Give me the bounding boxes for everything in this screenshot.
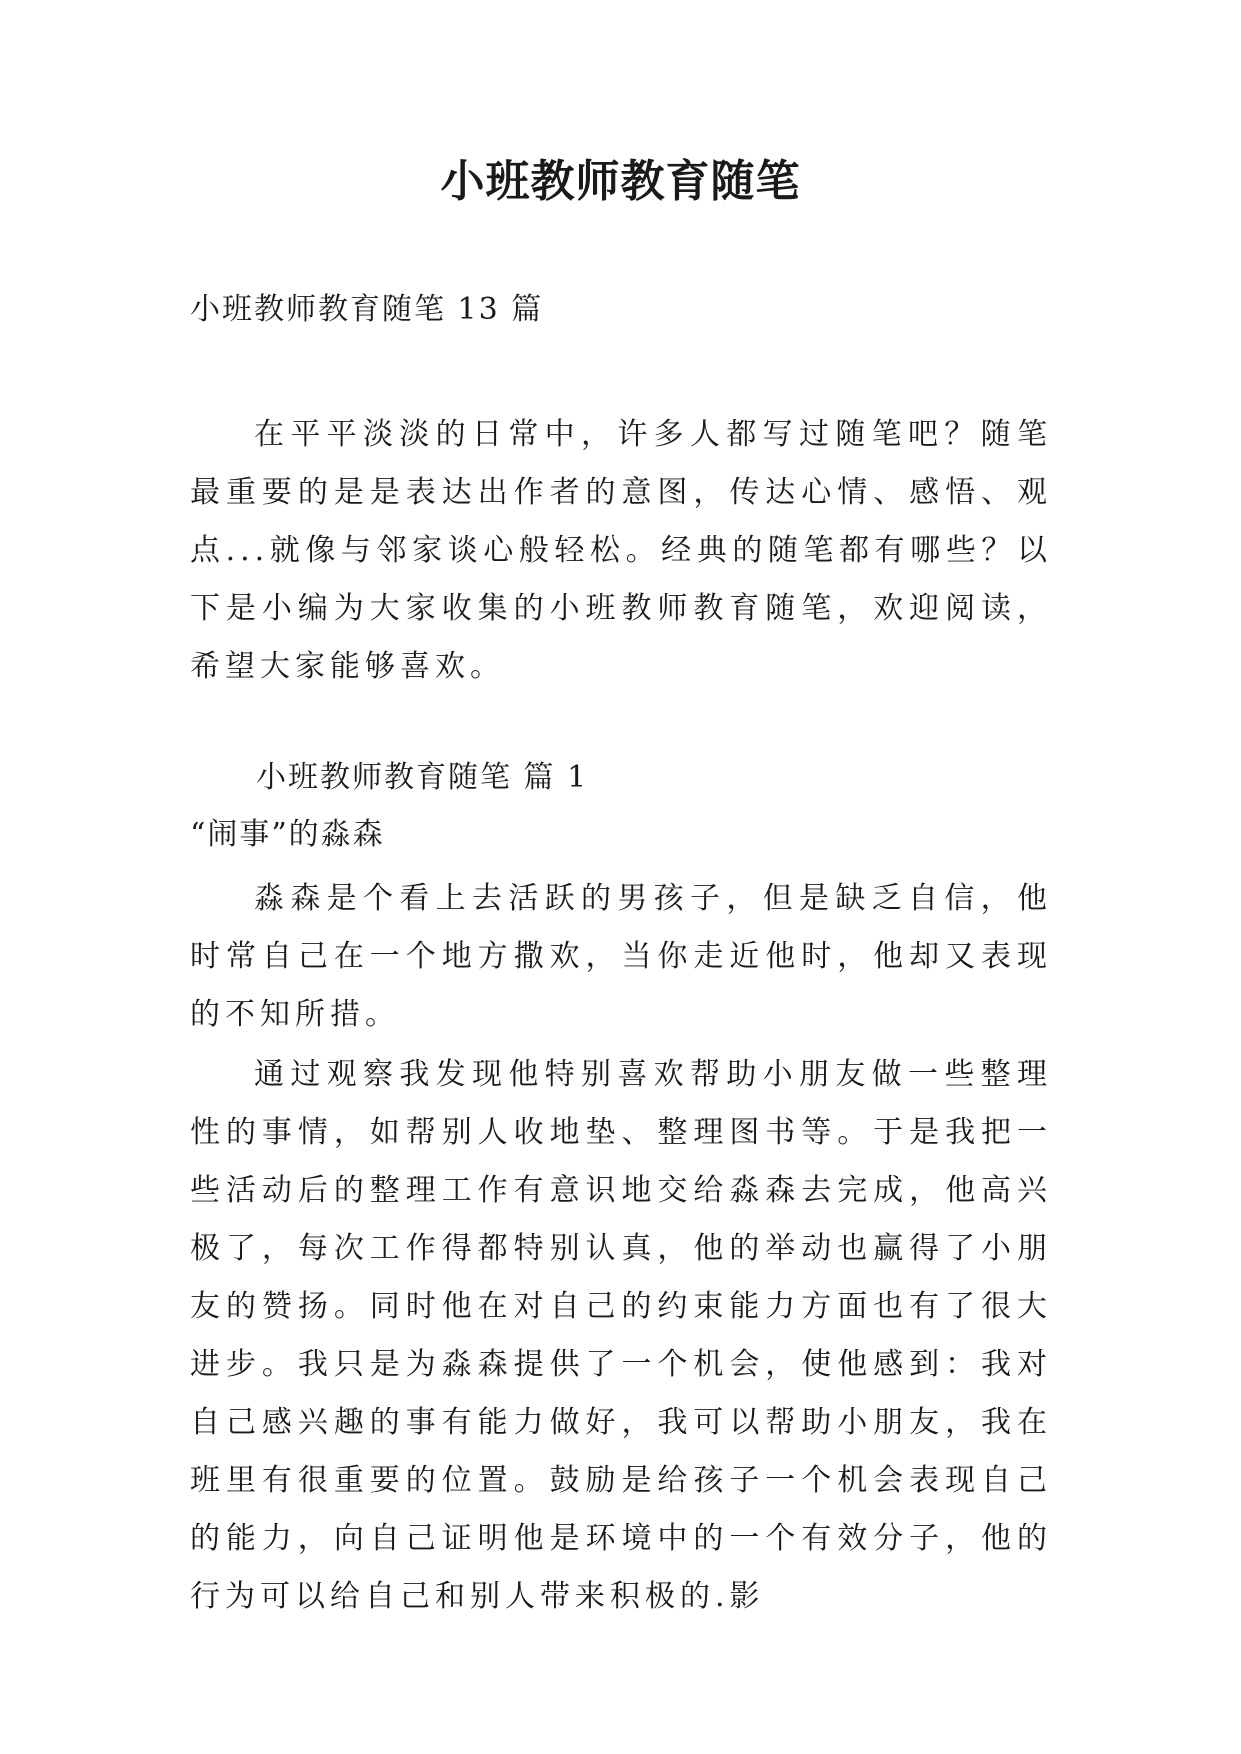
story-title: “闹事”的淼森 <box>190 817 385 852</box>
body-paragraph: 通过观察我发现他特别喜欢帮助小朋友做一些整理性的事情，如帮别人收地垫、整理图书等。于是我把一些活动后的整理工作有意识地交给淼森去完成，他高兴极了，每次工作得都特别认真，他的举动也赢得了小朋友的赞扬。同时他在对自己的约束能力方面也有了很大进步。我只是为淼森提供了一个机会，使他感到：我对自己感兴趣的事有能力做好，我可以帮助小朋友，我在班里有很重要的位置。鼓励是给孩子一个机会表现自己的能力，向自己证明他是环境中的一个有效分子，他的行为可以给自己和别人带来积极的.影 <box>190 1057 1052 1614</box>
body-paragraph: 淼森是个看上去活跃的男孩子，但是缺乏自信，他时常自己在一个地方撒欢，当你走近他时，他却又表现的不知所措。 <box>190 881 1052 1032</box>
document-subtitle: 小班教师教育随笔 13 篇 <box>190 292 544 327</box>
intro-paragraph: 在平平淡淡的日常中，许多人都写过随笔吧？随笔最重要的是是表达出作者的意图，传达心情、感悟、观点...就像与邻家谈心般轻松。经典的随笔都有哪些？以下是小编为大家收集的小班教师教育随笔，欢迎阅读，希望大家能够喜欢。 <box>190 417 1052 684</box>
section-heading: 小班教师教育随笔 篇 1 <box>256 760 589 795</box>
document-title: 小班教师教育随笔 <box>440 156 801 207</box>
